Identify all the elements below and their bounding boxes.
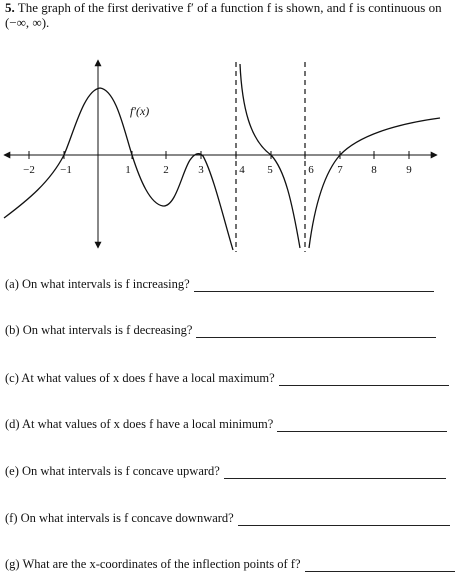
tick-label: 7 <box>337 164 343 176</box>
answer-blank-b[interactable] <box>196 325 436 338</box>
tick-label: −1 <box>60 164 72 176</box>
problem-statement <box>5 0 467 30</box>
tick-label: 5 <box>267 164 273 176</box>
question-f-label: (f) On what intervals is f concave downward? <box>5 511 234 525</box>
answer-blank-c[interactable] <box>279 373 449 386</box>
answer-blank-f[interactable] <box>238 513 450 526</box>
tick-label: 4 <box>239 164 245 176</box>
problem-number: 5. <box>5 0 15 15</box>
question-e <box>5 464 446 479</box>
question-c-label: (c) At what values of x does f have a local maximum? <box>5 371 275 385</box>
answer-blank-a[interactable] <box>194 279 434 292</box>
answer-blank-d[interactable] <box>277 419 447 432</box>
problem-text: The graph of the first derivative f′ of a function f is shown, and f is continuous on <box>17 0 442 15</box>
tick-label: 9 <box>406 164 412 176</box>
question-f <box>5 511 450 526</box>
tick-label: 1 <box>125 164 131 176</box>
question-d <box>5 417 447 432</box>
curve-segment-2 <box>240 64 300 248</box>
tick-label: 8 <box>371 164 377 176</box>
curve-segment-3 <box>309 118 440 248</box>
derivative-graph <box>0 52 474 257</box>
tick-label: −2 <box>23 164 35 176</box>
curve-label: f′(x) <box>130 104 150 118</box>
tick-label: 6 <box>308 164 314 176</box>
question-e-label: (e) On what intervals is f concave upward? <box>5 464 220 478</box>
answer-blank-e[interactable] <box>224 466 446 479</box>
question-b <box>5 323 436 338</box>
tick-label: 2 <box>163 164 169 176</box>
question-g <box>5 557 455 572</box>
problem-line-2: (−∞, ∞). <box>5 15 50 30</box>
question-b-label: (b) On what intervals is f decreasing? <box>5 323 193 337</box>
answer-blank-g[interactable] <box>305 559 455 572</box>
question-c <box>5 371 449 386</box>
question-d-label: (d) At what values of x does f have a local minimum? <box>5 417 274 431</box>
question-g-label: (g) What are the x-coordinates of the inflection points of f? <box>5 557 301 571</box>
problem-line-1 <box>5 0 467 15</box>
question-a-label: (a) On what intervals is f increasing? <box>5 277 190 291</box>
question-a <box>5 277 434 292</box>
tick-label: 3 <box>198 164 204 176</box>
